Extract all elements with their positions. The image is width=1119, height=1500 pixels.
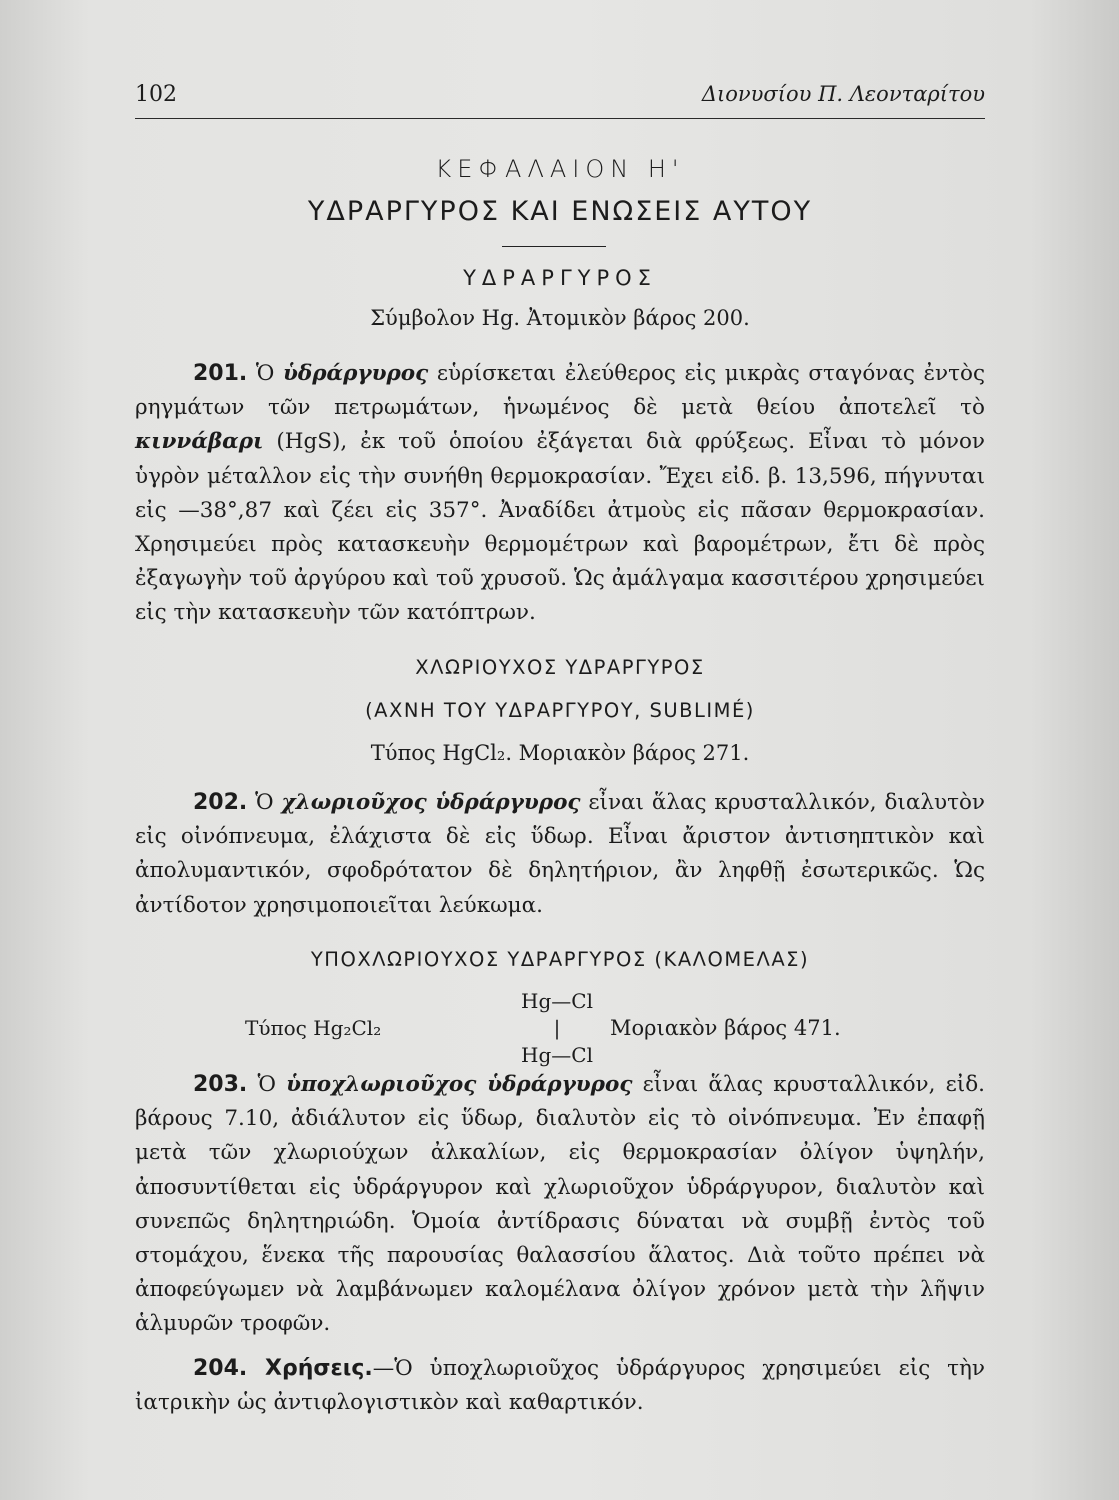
paragraph-number: 203. (193, 1072, 248, 1097)
paragraph-201: 201. Ὁ ὑδράργυρος εὑρίσκεται ἐλεύθερος εἰς μικρὰς σταγόνας ἐντὸς ρηγμάτων τῶν πετρωμάτων, ἡνωμένος δὲ μετὰ θείου ἀποτελεῖ τὸ κιννάβαρι (HgS), ἐκ τοῦ ὁποίου ἐξάγεται διὰ φρύξεως. Εἶναι τὸ μόνον ὑγρὸν μέταλλον εἰς τὴν συνήθη θερμοκρασίαν. Ἔχει εἰδ. β. 13,596, πήγνυται εἰς —38°,87 καὶ ζέει εἰς 357°. Ἀναδίδει ἀτμοὺς εἰς πᾶσαν θερμοκρασίαν. Χρησιμεύει πρὸς κατασκευὴν θερμομέτρων καὶ βαρομέτρων, ἔτι δὲ πρὸς ἐξαγωγὴν τοῦ ἀργύρου καὶ τοῦ χρυσοῦ. Ὡς ἀμάλγαμα κασσιτέρου χρησιμεύει εἰς τὴν κατασκευὴν τῶν κατόπτρων. (135, 361, 985, 626)
formula-line-hgcl2: Τύπος HgCl₂. Μοριακὸν βάρος 271. (370, 741, 750, 765)
running-author: Διονυσίου Π. Λεονταρίτου (701, 82, 985, 106)
chapter-title: ΥΔΡΑΡΓΥΡΟΣ ΚΑΙ ΕΝΩΣΕΙΣ ΑΥΤΟΥ (307, 196, 813, 227)
calomel-formula-block (135, 988, 985, 1068)
chapter-label: ΚΕΦΑΛΑΙΟΝ Η' (435, 155, 685, 183)
term-calomel: ὑποχλωριοῦχος ὑδράργυρος (286, 1072, 633, 1097)
header-rule (135, 118, 985, 119)
paragraph-204: 204. Χρήσεις.—Ὁ ὑποχλωριοῦχος ὑδράργυρος χρησιμεύει εἰς τὴν ἰατρικὴν ὡς ἀντιφλογιστικὸν καὶ καθαρτικόν. (135, 1356, 986, 1416)
page-number: 102 (135, 82, 177, 107)
title-divider (502, 246, 606, 247)
structural-formula: Hg—Cl | Hg—Cl (521, 989, 593, 1067)
section-title-mercury: ΥΔΡΑΡΓΥΡΟΣ (463, 266, 657, 290)
term-cinnabar: κιννάβαρι (135, 429, 264, 455)
section-subtitle-sublime: (ΑΧΝΗ ΤΟΥ ΥΔΡΑΡΓΥΡΟΥ, SUBLIMÉ) (365, 699, 755, 722)
term-mercuric-chloride: χλωριοῦχος ὑδράργυρος (281, 790, 581, 815)
running-header (135, 82, 985, 116)
paragraph-number: 202. (193, 790, 248, 815)
section-title-mercuric-chloride: ΧΛΩΡΙΟΥΧΟΣ ΥΔΡΑΡΓΥΡΟΣ (415, 656, 705, 679)
section-title-calomel: ΥΠΟΧΛΩΡΙΟΥΧΟΣ ΥΔΡΑΡΓΥΡΟΣ (ΚΑΛΟΜΕΛΑΣ) (310, 948, 810, 971)
formula-type-label: Τύπος Hg₂Cl₂ (245, 1016, 382, 1040)
symbol-line: Σύμβολον Hg. Ἀτομικὸν βάρος 200. (370, 306, 750, 330)
paragraph-number: 204. Χρήσεις. (193, 1356, 373, 1381)
paragraph-203: 203. Ὁ ὑποχλωριοῦχος ὑδράργυρος εἶναι ἅλας κρυσταλλικόν, εἰδ. βάρους 7.10, ἀδιάλυτον εἰς ὕδωρ, διαλυτὸν εἰς τὸ οἰνόπνευμα. Ἐν ἐπαφῇ μετὰ τῶν χλωριούχων ἀλκαλίων, εἰς θερμοκρασίαν ὀλίγον ὑψηλήν, ἀποσυντίθεται εἰς ὑδράργυρον καὶ χλωριοῦχον ὑδράργυρον, διαλυτὸν καὶ συνεπῶς δηλητηριώδη. Ὁμοία ἀντίδρασις δύναται νὰ συμβῇ ἐντὸς τοῦ στομάχου, ἕνεκα τῆς παρουσίας θαλασσίου ἅλατος. Διὰ τοῦτο πρέπει νὰ ἀποφεύγωμεν νὰ λαμβάνωμεν καλομέλανα ὀλίγον χρόνον μετὰ τὴν λῆψιν ἁλμυρῶν τροφῶν. (135, 1072, 985, 1337)
paragraph-202: 202. Ὁ χλωριοῦχος ὑδράργυρος εἶναι ἅλας κρυσταλλικόν, διαλυτὸν εἰς οἰνόπνευμα, ἐλάχιστα δὲ εἰς ὕδωρ. Εἶναι ἄριστον ἀντισηπτικὸν καὶ ἀπολυμαντικόν, σφοδρότατον δὲ δηλητήριον, ἂν ληφθῇ ἐσωτερικῶς. Ὡς ἀντίδοτον χρησιμοποιεῖται λεύκωμα. (135, 790, 985, 918)
molecular-mass-label: Μοριακὸν βάρος 471. (610, 1016, 841, 1040)
term-mercury: ὑδράργυρος (282, 361, 429, 386)
paragraph-number: 201. (193, 361, 248, 386)
